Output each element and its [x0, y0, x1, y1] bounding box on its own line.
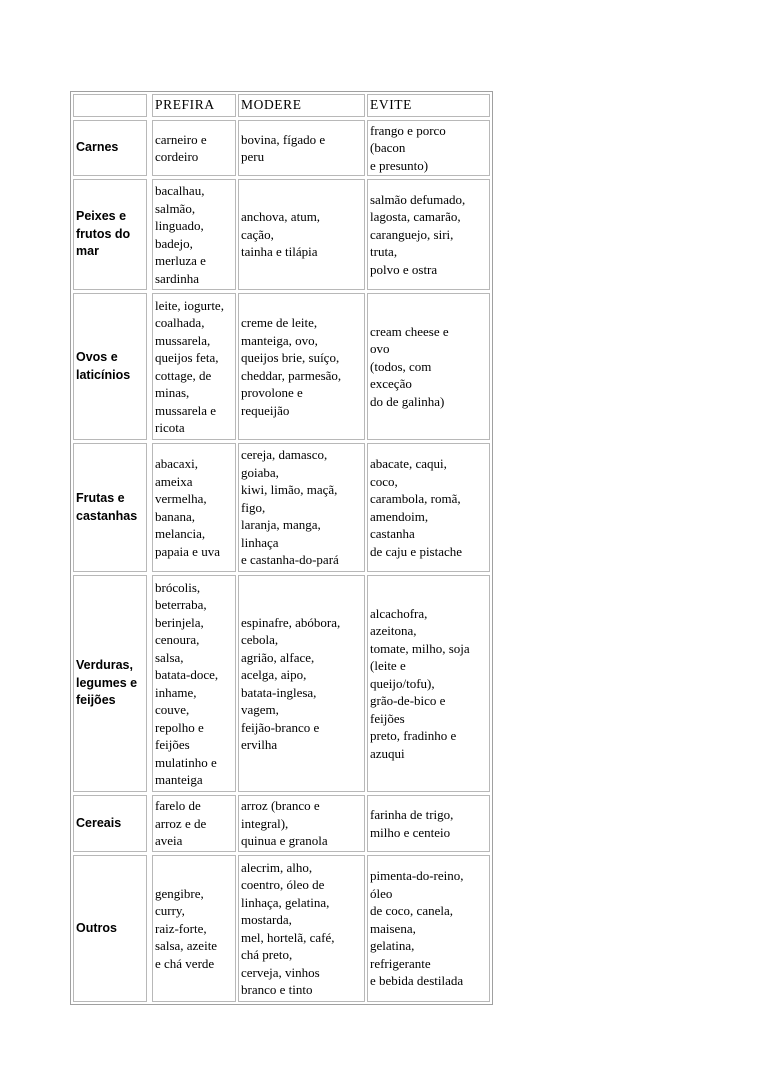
header-cell-empty: [73, 94, 147, 117]
row-label-cereais: Cereais: [73, 795, 147, 852]
cell-cereais-prefira: farelo de arroz e de aveia: [152, 795, 236, 852]
cell-frutas-modere: cereja, damasco, goiaba, kiwi, limão, maçã, figo, laranja, manga, linhaça e castanha-do-pará: [238, 443, 365, 572]
cell-outros-modere: alecrim, alho, coentro, óleo de linhaça, gelatina, mostarda, mel, hortelã, café, chá preto, cerveja, vinhos branco e tinto: [238, 855, 365, 1002]
cell-carnes-evite: frango e porco (bacon e presunto): [367, 120, 490, 176]
cell-ovos-evite: cream cheese e ovo (todos, com exceção do de galinha): [367, 293, 490, 440]
cell-verduras-prefira: brócolis, beterraba, berinjela, cenoura, salsa, batata-doce, inhame, couve, repolho e feijões mulatinho e manteiga: [152, 575, 236, 792]
row-label-ovos: Ovos e laticínios: [73, 293, 147, 440]
cell-ovos-prefira: leite, iogurte, coalhada, mussarela, queijos feta, cottage, de minas, mussarela e ricota: [152, 293, 236, 440]
cell-carnes-prefira: carneiro e cordeiro: [152, 120, 236, 176]
cell-frutas-prefira: abacaxi, ameixa vermelha, banana, melancia, papaia e uva: [152, 443, 236, 572]
cell-cereais-evite: farinha de trigo, milho e centeio: [367, 795, 490, 852]
row-label-carnes: Carnes: [73, 120, 147, 176]
cell-ovos-modere: creme de leite, manteiga, ovo, queijos brie, suíço, cheddar, parmesão, provolone e requeijão: [238, 293, 365, 440]
cell-verduras-modere: espinafre, abóbora, cebola, agrião, alface, acelga, aipo, batata-inglesa, vagem, feijão-branco e ervilha: [238, 575, 365, 792]
cell-outros-prefira: gengibre, curry, raiz-forte, salsa, azeite e chá verde: [152, 855, 236, 1002]
food-guide-table: [70, 91, 493, 1005]
header-prefira: PREFIRA: [152, 94, 236, 117]
header-evite: EVITE: [367, 94, 490, 117]
cell-cereais-modere: arroz (branco e integral), quinua e granola: [238, 795, 365, 852]
row-label-frutas: Frutas e castanhas: [73, 443, 147, 572]
cell-peixes-evite: salmão defumado, lagosta, camarão, caranguejo, siri, truta, polvo e ostra: [367, 179, 490, 290]
cell-peixes-prefira: bacalhau, salmão, linguado, badejo, merluza e sardinha: [152, 179, 236, 290]
cell-frutas-evite: abacate, caqui, coco, carambola, romã, amendoim, castanha de caju e pistache: [367, 443, 490, 572]
row-label-peixes: Peixes e frutos do mar: [73, 179, 147, 290]
cell-peixes-modere: anchova, atum, cação, tainha e tilápia: [238, 179, 365, 290]
header-modere: MODERE: [238, 94, 365, 117]
row-label-verduras: Verduras, legumes e feijões: [73, 575, 147, 792]
cell-outros-evite: pimenta-do-reino, óleo de coco, canela, maisena, gelatina, refrigerante e bebida destilada: [367, 855, 490, 1002]
cell-carnes-modere: bovina, fígado e peru: [238, 120, 365, 176]
cell-verduras-evite: alcachofra, azeitona, tomate, milho, soja (leite e queijo/tofu), grão-de-bico e feijões preto, fradinho e azuqui: [367, 575, 490, 792]
row-label-outros: Outros: [73, 855, 147, 1002]
